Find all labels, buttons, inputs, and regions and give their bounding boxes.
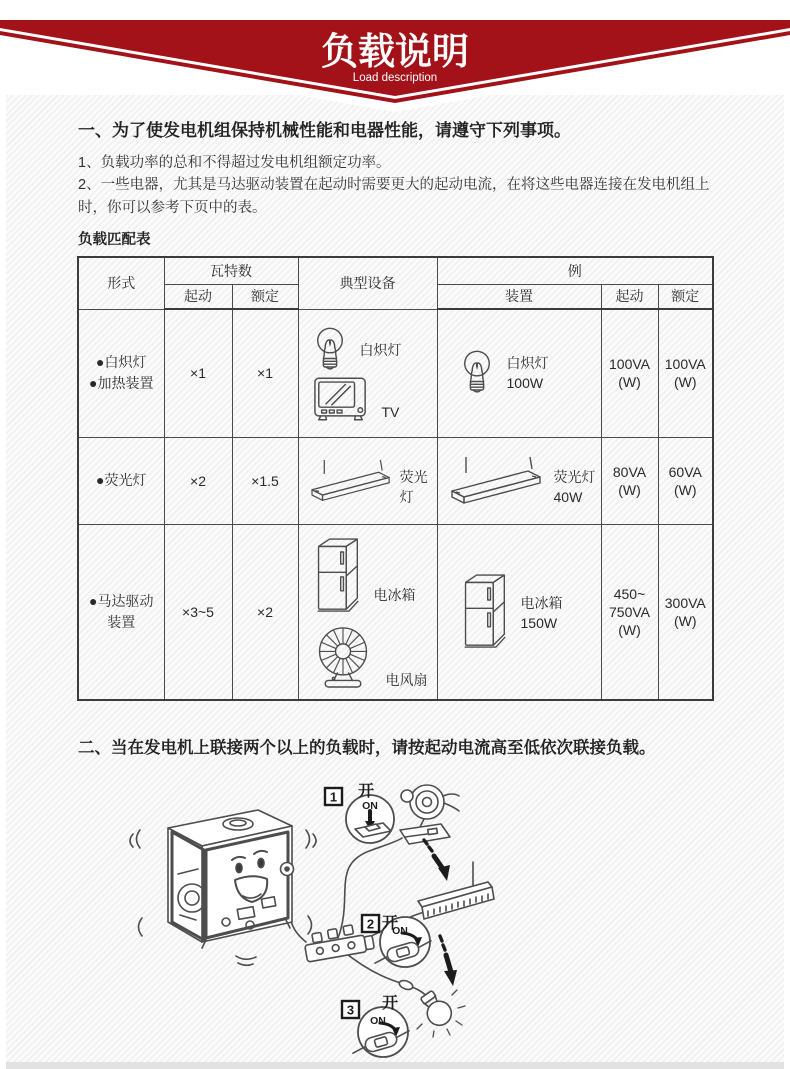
device-item [438,348,601,398]
rated-multiplier: ×2 [232,524,298,700]
example-start-va: 100VA (W) [601,309,658,437]
fluorescent-lamp-icon [305,455,396,507]
device-label: 电冰箱 150W [520,594,563,631]
example-device-cell [437,524,601,700]
example-device-cell [437,309,601,437]
rated-multiplier: ×1.5 [232,437,298,524]
step3-bulb [416,988,465,1037]
step1-number: 1 [329,789,338,805]
step3-kai-label: 开 [381,995,399,1012]
device-label: 荧光灯 [399,468,428,505]
example-rated-va: 100VA (W) [658,309,713,437]
tv-icon [313,375,369,422]
header-type: 形式 [78,257,164,309]
header-watts: 瓦特数 [164,257,298,284]
step1-on-label: ON [362,800,378,812]
section1-item1: 1、负载功率的总和不得超过发电机组额定功率。 [78,155,391,171]
table-row-motor [78,524,713,700]
example-rated-va: 300VA (W) [658,524,713,700]
device-item [299,624,437,690]
load-matching-table [77,256,714,701]
example-start-va: 80VA (W) [601,437,658,524]
fluorescent-lamp-icon [444,455,548,507]
device-label: 白炽灯 [359,341,402,358]
banner-title: 负载说明 [321,31,469,72]
start-multiplier: ×3~5 [164,524,232,700]
typical-devices-cell [298,524,437,700]
cord-connector [398,979,414,991]
header-device: 装置 [437,284,601,309]
type-line: ●荧光灯 [96,472,147,488]
section1-heading: 一、为了使发电机组保持机械性能和电器性能，请遵守下列事项。 [78,121,571,140]
header-rated: 额定 [232,284,298,309]
device-label: 白炽灯 100W [506,355,549,392]
device-item [299,375,437,422]
rated-multiplier: ×1 [232,309,298,437]
header-typical: 典型设备 [298,257,437,309]
incandescent-bulb-icon [313,325,347,375]
device-item [438,569,601,655]
load-table-title: 负载匹配表 [78,232,151,248]
type-line: ●马达驱动 [89,592,154,609]
type-cell [78,309,164,437]
example-device-cell [437,437,601,524]
table-row-fluorescent [78,437,713,524]
header-ex-start: 起动 [601,284,658,309]
arrow-down-2 [440,936,457,986]
load-description-banner [0,0,790,112]
step1-kai-label: 开 [357,783,375,800]
device-label: 荧光灯 40W [553,468,596,505]
step2-on-label: ON [392,925,408,937]
step1-lamp [400,785,459,844]
header-example: 例 [437,257,713,284]
type-cell [78,524,164,700]
bottom-divider [6,1062,784,1069]
type-line: ●加热装置 [89,375,154,391]
start-multiplier: ×2 [164,437,232,524]
header-ex-rated: 额定 [658,284,713,309]
example-start-va: 450~ 750VA (W) [601,524,658,700]
table-header-row [78,257,713,284]
device-item [299,533,437,619]
fan-icon [313,624,373,690]
refrigerator-icon [313,533,361,619]
generator-illustration [130,810,316,965]
section2-heading: 二、当在发电机上联接两个以上的负载时，请按起动电流高至低依次联接负载。 [78,739,656,757]
step2-kai-label: 开 [381,915,399,932]
device-item [438,455,601,507]
device-item [299,325,437,375]
device-label: 电风扇 [385,672,428,689]
incandescent-bulb-icon [460,348,494,398]
header-start: 起动 [164,284,232,309]
type-line: 装置 [107,613,136,630]
step3-number: 3 [346,1002,355,1018]
device-item [299,455,437,507]
connection-order-illustration [0,770,790,1069]
arrow-down-1 [424,840,450,881]
typical-devices-cell [298,309,437,437]
typical-devices-cell [298,437,437,524]
banner-subtitle: Load description [352,72,438,84]
type-line: ●白炽灯 [96,354,147,370]
step2-number: 2 [366,916,375,932]
table-row-incandescent [78,309,713,437]
device-label: 电冰箱 [373,587,416,604]
device-label: TV [381,403,400,420]
start-multiplier: ×1 [164,309,232,437]
section1-item2: 2、一些电器，尤其是马达驱动装置在起动时需要更大的起动电流，在将这些电器连接在发电机组上时，你可以参考下页中的表。 [78,177,710,216]
step3-on-label: ON [370,1015,386,1027]
refrigerator-icon [460,569,508,655]
type-cell [78,437,164,524]
example-rated-va: 60VA (W) [658,437,713,524]
heater-panel-illustration [418,862,494,919]
